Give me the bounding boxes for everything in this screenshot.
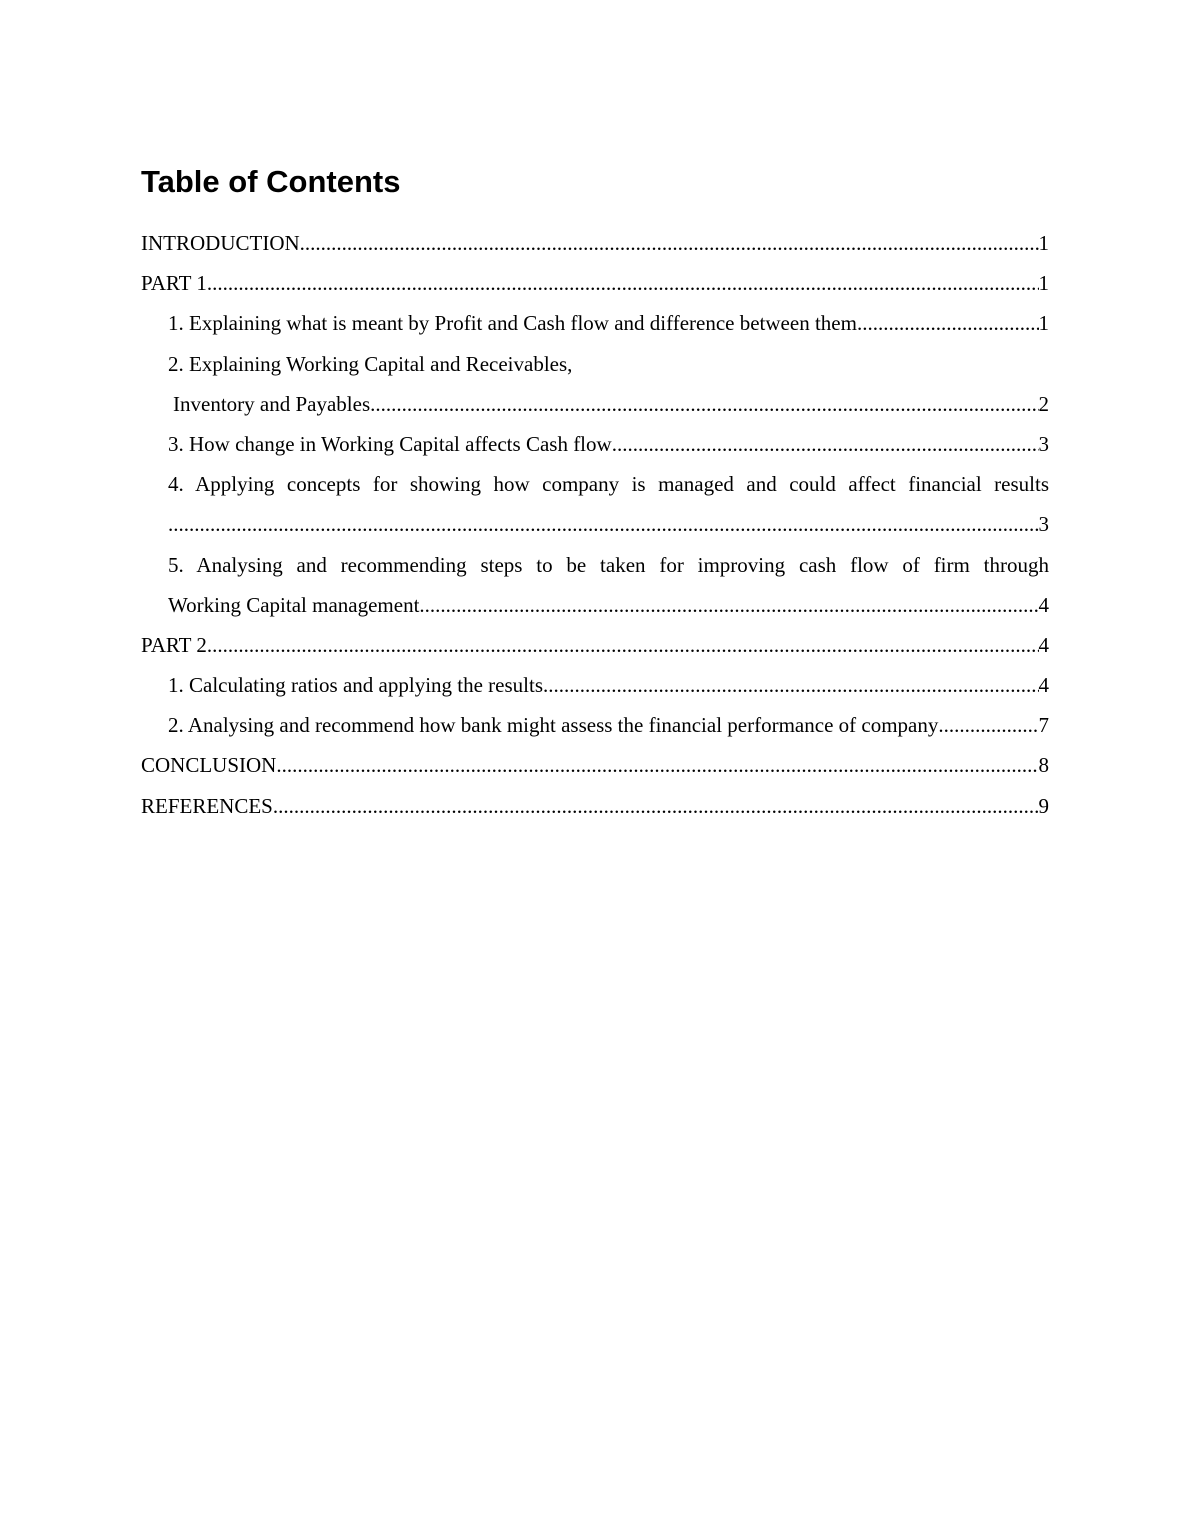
- toc-entry-text: Inventory and Payables: [173, 391, 371, 416]
- toc-entry-applying-concepts-line2[interactable]: [141, 504, 1049, 544]
- toc-page-number: 4: [1038, 592, 1049, 617]
- toc-title: Table of Contents: [141, 164, 401, 199]
- toc-entry-text: 1. Explaining what is meant by Profit and Cash flow and difference between them: [168, 311, 857, 336]
- toc-entry-applying-concepts-line1[interactable]: [141, 464, 1049, 504]
- dot-leader: [612, 424, 1039, 464]
- dot-leader: [370, 384, 1038, 424]
- dot-leader: [276, 745, 1038, 785]
- toc-entry-change-working-capital[interactable]: [141, 424, 1049, 464]
- dot-leader: [300, 223, 1039, 263]
- dot-leader: [938, 705, 1038, 745]
- toc-entry-text: CONCLUSION: [141, 753, 277, 778]
- toc-page-number: 1: [1038, 311, 1049, 336]
- toc-entry-text: PART 2: [141, 632, 207, 657]
- dot-leader: [857, 303, 1039, 343]
- toc-entry-text: 2. Explaining Working Capital and Receivables,: [168, 351, 573, 376]
- toc-page-number: 3: [1038, 512, 1049, 537]
- toc-entry-text: Working Capital management: [168, 592, 420, 617]
- toc-entry-working-capital-line2[interactable]: [141, 384, 1049, 424]
- toc-entry-text: INTRODUCTION: [141, 231, 300, 255]
- toc-entry-text: 1. Calculating ratios and applying the results: [168, 673, 544, 698]
- toc-page-number: 7: [1038, 713, 1049, 738]
- toc-entry-conclusion[interactable]: [141, 745, 1049, 785]
- table-of-contents: [141, 223, 1049, 826]
- toc-page-number: 8: [1038, 753, 1049, 778]
- toc-entry-analysing-steps-line2[interactable]: [141, 585, 1049, 625]
- dot-leader: [168, 504, 1039, 544]
- toc-entry-text: 4. Applying concepts for showing how company is managed and could affect financial results: [168, 472, 1049, 497]
- toc-entry-part-1[interactable]: [141, 263, 1049, 303]
- toc-page-number: 1: [1038, 231, 1049, 255]
- toc-entry-text: 3. How change in Working Capital affects Cash flow: [168, 431, 612, 456]
- toc-entry-text: 2. Analysing and recommend how bank might assess the financial performance of company: [168, 713, 939, 738]
- toc-entry-text: PART 1: [141, 271, 207, 296]
- toc-entry-references[interactable]: [141, 786, 1049, 826]
- toc-entry-text: REFERENCES: [141, 793, 273, 818]
- dot-leader: [273, 786, 1039, 826]
- toc-entry-part-2[interactable]: [141, 625, 1049, 665]
- toc-entry-text: 5. Analysing and recommending steps to be taken for improving cash flow of firm through: [168, 552, 1049, 577]
- toc-entry-introduction[interactable]: [141, 223, 1049, 263]
- toc-entry-profit-cash-flow[interactable]: [141, 303, 1049, 343]
- toc-entry-analysing-steps-line1[interactable]: [141, 545, 1049, 585]
- toc-entry-calculating-ratios[interactable]: [141, 665, 1049, 705]
- dot-leader: [207, 625, 1039, 665]
- dot-leader: [207, 263, 1039, 303]
- toc-page-number: 4: [1038, 632, 1049, 657]
- toc-entry-working-capital-line1[interactable]: [141, 344, 1049, 384]
- toc-page-number: 2: [1038, 391, 1049, 416]
- dot-leader: [543, 665, 1038, 705]
- dot-leader: [419, 585, 1038, 625]
- toc-page-number: 3: [1038, 431, 1049, 456]
- toc-page-number: 4: [1038, 673, 1049, 698]
- toc-entry-bank-assessment[interactable]: [141, 705, 1049, 745]
- toc-page-number: 9: [1038, 793, 1049, 818]
- toc-page-number: 1: [1038, 271, 1049, 296]
